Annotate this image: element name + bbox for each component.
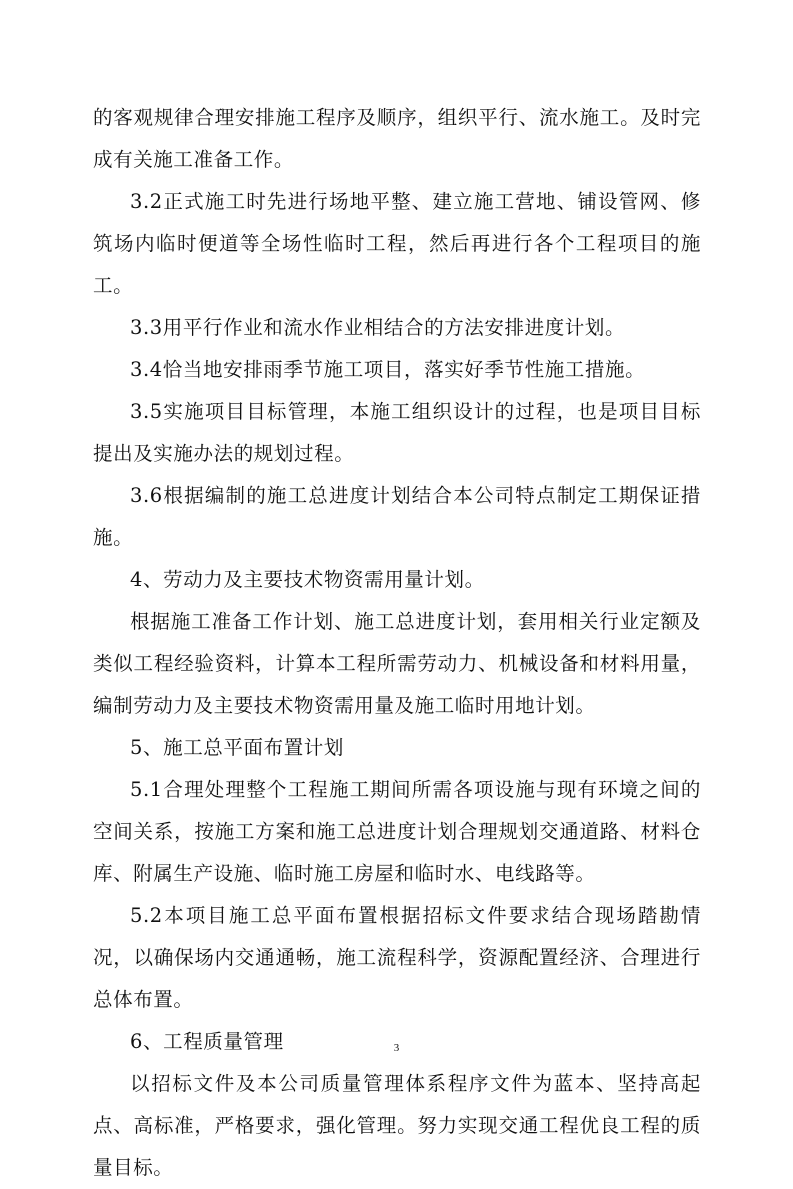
paragraph-5-2: 5.2本项目施工总平面布置根据招标文件要求结合现场踏勘情况，以确保场内交通通畅，施工流程科学，资源配置经济、合理进行总体布置。 — [93, 904, 701, 1011]
section-heading-5: 5、施工总平面布置计划 — [130, 736, 345, 759]
paragraph-3-6: 3.6根据编制的施工总进度计划结合本公司特点制定工期保证措施。 — [93, 484, 701, 549]
paragraph-4-body: 根据施工准备工作计划、施工总进度计划，套用相关行业定额及类似工程经验资料，计算本工程所需劳动力、机械设备和材料用量，编制劳动力及主要技术物资需用量及施工临时用地计划。 — [93, 610, 701, 717]
section-heading-6: 6、工程质量管理 — [130, 1030, 284, 1053]
paragraph-3-5: 3.5实施项目目标管理，本施工组织设计的过程，也是项目目标提出及实施办法的规划过程。 — [93, 400, 701, 465]
paragraph-3-4: 3.4恰当地安排雨季节施工项目，落实好季节性施工措施。 — [130, 358, 646, 381]
paragraph-5-1: 5.1合理处理整个工程施工期间所需各项设施与现有环境之间的空间关系，按施工方案和施工总进度计划合理规划交通道路、材料仓库、附属生产设施、临时施工房屋和临时水、电线路等。 — [93, 778, 701, 885]
paragraph-6-body: 以招标文件及本公司质量管理体系程序文件为蓝本、坚持高起点、高标准，严格要求，强化管理。努力实现交通工程优良工程的质量目标。 — [93, 1072, 701, 1179]
page-number: 3 — [393, 1042, 400, 1054]
paragraph-3-2: 3.2正式施工时先进行场地平整、建立施工营地、铺设管网、修筑场内临时便道等全场性临时工程，然后再进行各个工程项目的施工。 — [93, 190, 701, 297]
paragraph-continuation: 的客观规律合理安排施工程序及顺序，组织平行、流水施工。及时完成有关施工准备工作。 — [93, 106, 701, 171]
paragraph-3-3: 3.3用平行作业和流水作业相结合的方法安排进度计划。 — [130, 316, 626, 339]
section-heading-4: 4、劳动力及主要技术物资需用量计划。 — [130, 568, 485, 591]
document-page — [93, 97, 701, 1189]
